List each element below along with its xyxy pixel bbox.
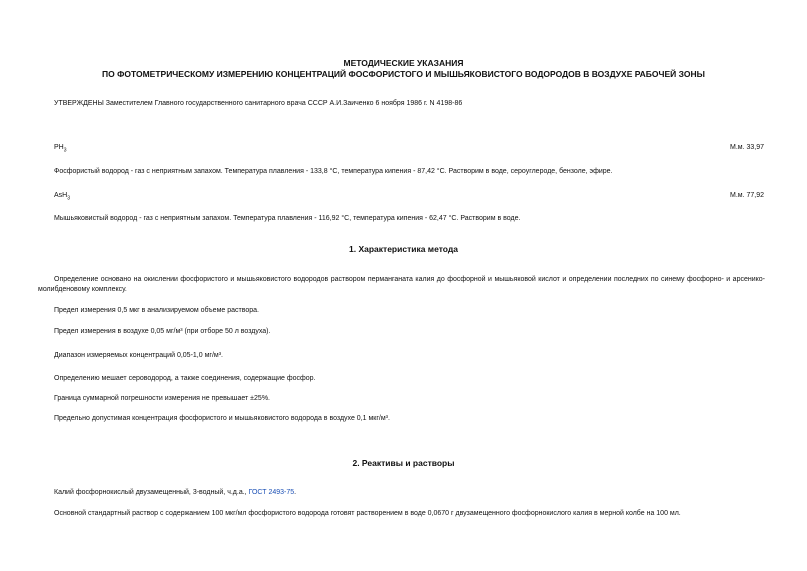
- section1-item: Предел измерения 0,5 мкг в анализируемом объеме раствора.: [54, 307, 259, 314]
- section1-item: Предел измерения в воздухе 0,05 мг/м³ (при отборе 50 л воздуха).: [54, 328, 271, 335]
- section1-heading: 1. Характеристика метода: [349, 244, 458, 254]
- ash3-mass: М.м. 77,92: [730, 192, 764, 199]
- section1-item: Предельно допустимая концентрация фосфористого и мышьяковистого водорода в воздухе 0,1 мкг/м³.: [54, 415, 390, 422]
- section1-intro: Определение основано на окислении фосфористого и мышьяковистого водородов раствором перманганата калия до фосфорной и мышьяковой кислот и определении последних по синему фосфорно- и арсенико-молибденовому комплексу.: [38, 276, 765, 293]
- section1-item: Граница суммарной погрешности измерения не превышает ±25%.: [54, 395, 270, 402]
- ph3-mass: М.м. 33,97: [730, 144, 764, 151]
- ph3-formula: $PH_3$: [54, 144, 67, 154]
- ph3-description: Фосфористый водород - газ с неприятным запахом. Температура плавления - 133,8 °С, температура кипения - 87,42 °С. Растворим в воде, сероуглероде, бензоле, эфире.: [54, 168, 613, 175]
- reagent-line: Калий фосфорнокислый двузамещенный, 3-водный, ч.д.а., ГОСТ 2493-75.: [54, 489, 297, 496]
- section2-heading: 2. Реактивы и растворы: [352, 458, 455, 468]
- doc-title-line1: МЕТОДИЧЕСКИЕ УКАЗАНИЯ: [343, 58, 464, 68]
- ash3-formula: AsH$_3$: [54, 192, 71, 202]
- gost-link[interactable]: ГОСТ 2493-75: [248, 489, 295, 496]
- section1-item: Диапазон измеряемых концентраций 0,05-1,0 мг/м³.: [54, 352, 223, 359]
- stock-solution-line: Основной стандартный раствор с содержанием 100 мкг/мл фосфористого водорода готовят растворением в воде 0,0670 г двузамещенного фосфорнокислого калия в мерной колбе на 100 мл.: [54, 510, 681, 517]
- doc-title-line2: ПО ФОТОМЕТРИЧЕСКОМУ ИЗМЕРЕНИЮ КОНЦЕНТРАЦИЙ ФОСФОРИСТОГО И МЫШЬЯКОВИСТОГО ВОДОРОДОВ В ВОЗДУХЕ РАБОЧЕЙ ЗОНЫ: [102, 69, 705, 79]
- approval-note: УТВЕРЖДЕНЫ Заместителем Главного государственного санитарного врача СССР А.И.Заиченко 6 ноября 1986 г. N 4198-86: [54, 100, 463, 107]
- ash3-description: Мышьяковистый водород - газ с неприятным запахом. Температура плавления - 116,92 °С, температура кипения - 62,47 °С. Растворим в воде.: [54, 215, 521, 222]
- section1-item: Определению мешает сероводород, а также соединения, содержащие фосфор.: [54, 375, 316, 382]
